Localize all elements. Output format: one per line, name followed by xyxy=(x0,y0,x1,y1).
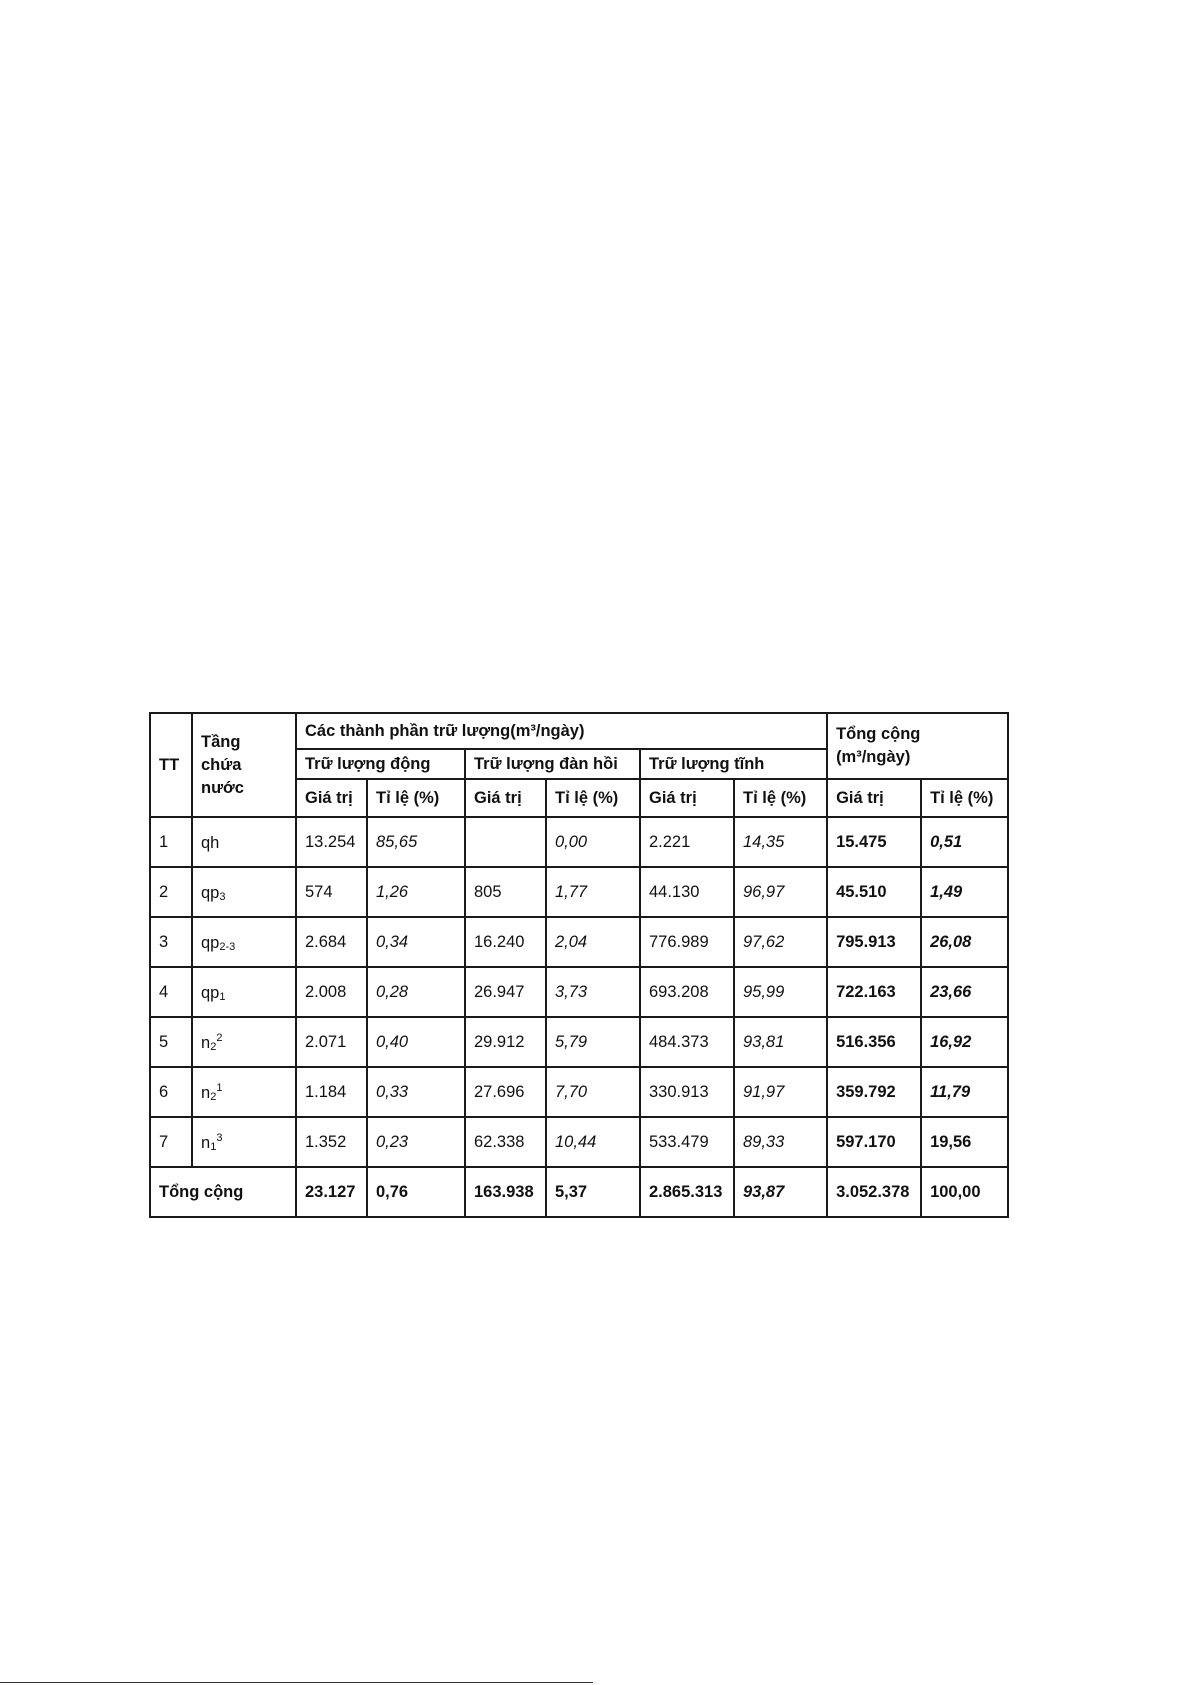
header-static: Trữ lượng tĩnh xyxy=(640,749,827,779)
layer-base: qh xyxy=(201,833,220,852)
cell-total-ratio: 19,56 xyxy=(921,1117,1008,1167)
cell-static-value: 484.373 xyxy=(640,1017,734,1067)
cell-layer xyxy=(192,1117,296,1167)
header-layer-line-3: nước xyxy=(201,778,244,797)
header-row-1 xyxy=(150,713,1008,749)
cell-total-ratio: 1,49 xyxy=(921,867,1008,917)
header-static-value: Giá trị xyxy=(640,779,734,817)
cell-tt: 1 xyxy=(150,817,192,867)
layer-sup: 1 xyxy=(216,1081,223,1094)
layer-sub: 1 xyxy=(219,990,226,1003)
cell-static-ratio: 96,97 xyxy=(734,867,827,917)
total-total-value: 3.052.378 xyxy=(827,1167,921,1217)
cell-elastic-ratio: 1,77 xyxy=(546,867,640,917)
cell-static-value: 44.130 xyxy=(640,867,734,917)
header-components: Các thành phần trữ lượng(m³/ngày) xyxy=(296,713,827,749)
total-elastic-value: 163.938 xyxy=(465,1167,546,1217)
cell-static-ratio: 93,81 xyxy=(734,1017,827,1067)
total-total-ratio: 100,00 xyxy=(921,1167,1008,1217)
cell-dynamic-value: 13.254 xyxy=(296,817,367,867)
cell-dynamic-ratio: 0,33 xyxy=(367,1067,465,1117)
header-elastic: Trữ lượng đàn hồi xyxy=(465,749,640,779)
cell-total-ratio: 16,92 xyxy=(921,1017,1008,1067)
cell-tt: 6 xyxy=(150,1067,192,1117)
cell-dynamic-ratio: 1,26 xyxy=(367,867,465,917)
table-row xyxy=(150,917,1008,967)
table-row xyxy=(150,967,1008,1017)
total-label: Tổng cộng xyxy=(150,1167,296,1217)
layer-base: qp xyxy=(201,933,220,952)
cell-dynamic-ratio: 85,65 xyxy=(367,817,465,867)
cell-dynamic-value: 1.352 xyxy=(296,1117,367,1167)
table-row xyxy=(150,1117,1008,1167)
cell-static-value: 533.479 xyxy=(640,1117,734,1167)
cell-layer xyxy=(192,1067,296,1117)
cell-total-value: 45.510 xyxy=(827,867,921,917)
total-elastic-ratio: 5,37 xyxy=(546,1167,640,1217)
cell-tt: 5 xyxy=(150,1017,192,1067)
cell-static-ratio: 97,62 xyxy=(734,917,827,967)
cell-layer xyxy=(192,1017,296,1067)
cell-elastic-ratio: 7,70 xyxy=(546,1067,640,1117)
cell-static-value: 330.913 xyxy=(640,1067,734,1117)
header-dynamic: Trữ lượng động xyxy=(296,749,465,779)
cell-elastic-value: 16.240 xyxy=(465,917,546,967)
cell-total-value: 795.913 xyxy=(827,917,921,967)
reserves-table-container xyxy=(149,712,1007,1218)
cell-elastic-value: 29.912 xyxy=(465,1017,546,1067)
header-total-line-2: (m³/ngày) xyxy=(836,748,911,766)
layer-sub: 2 xyxy=(210,1040,217,1053)
layer-base: n xyxy=(201,1083,211,1102)
cell-elastic-value: 805 xyxy=(465,867,546,917)
layer-sup: 2 xyxy=(216,1031,223,1044)
cell-layer xyxy=(192,917,296,967)
header-elastic-value: Giá trị xyxy=(465,779,546,817)
table-row xyxy=(150,1067,1008,1117)
layer-base: qp xyxy=(201,983,220,1002)
header-dynamic-ratio: Tỉ lệ (%) xyxy=(367,779,465,817)
cell-elastic-value: 62.338 xyxy=(465,1117,546,1167)
cell-tt: 7 xyxy=(150,1117,192,1167)
header-total-line-1: Tổng cộng xyxy=(836,725,921,743)
cell-total-value: 516.356 xyxy=(827,1017,921,1067)
layer-sub: 2 xyxy=(210,1090,217,1103)
header-elastic-ratio: Tỉ lệ (%) xyxy=(546,779,640,817)
cell-dynamic-ratio: 0,23 xyxy=(367,1117,465,1167)
layer-sub: 2-3 xyxy=(219,940,236,953)
header-total-value: Giá trị xyxy=(827,779,921,817)
cell-total-ratio: 23,66 xyxy=(921,967,1008,1017)
layer-base: n xyxy=(201,1033,211,1052)
layer-base: qp xyxy=(201,883,220,902)
header-tt: TT xyxy=(150,713,192,817)
cell-elastic-value: 26.947 xyxy=(465,967,546,1017)
cell-elastic-ratio: 10,44 xyxy=(546,1117,640,1167)
reserves-table xyxy=(149,712,1009,1218)
cell-total-ratio: 0,51 xyxy=(921,817,1008,867)
cell-dynamic-ratio: 0,40 xyxy=(367,1017,465,1067)
cell-static-ratio: 14,35 xyxy=(734,817,827,867)
cell-tt: 3 xyxy=(150,917,192,967)
layer-sub: 1 xyxy=(210,1140,217,1153)
cell-layer xyxy=(192,967,296,1017)
header-total xyxy=(827,713,1008,779)
cell-dynamic-value: 574 xyxy=(296,867,367,917)
header-dynamic-value: Giá trị xyxy=(296,779,367,817)
cell-static-ratio: 95,99 xyxy=(734,967,827,1017)
cell-static-value: 693.208 xyxy=(640,967,734,1017)
cell-layer xyxy=(192,817,296,867)
table-row xyxy=(150,867,1008,917)
cell-elastic-ratio: 2,04 xyxy=(546,917,640,967)
header-static-ratio: Tỉ lệ (%) xyxy=(734,779,827,817)
layer-sup: 3 xyxy=(216,1131,223,1144)
header-layer-line-2: chứa xyxy=(201,755,242,774)
cell-static-value: 776.989 xyxy=(640,917,734,967)
cell-layer xyxy=(192,867,296,917)
cell-dynamic-value: 2.684 xyxy=(296,917,367,967)
header-layer-line-1: Tầng xyxy=(201,732,241,751)
cell-elastic-ratio: 3,73 xyxy=(546,967,640,1017)
table-row xyxy=(150,1017,1008,1067)
layer-sub: 3 xyxy=(219,890,226,903)
cell-static-value: 2.221 xyxy=(640,817,734,867)
cell-dynamic-ratio: 0,34 xyxy=(367,917,465,967)
total-dynamic-value: 23.127 xyxy=(296,1167,367,1217)
cell-total-value: 359.792 xyxy=(827,1067,921,1117)
total-static-value: 2.865.313 xyxy=(640,1167,734,1217)
header-total-ratio: Tỉ lệ (%) xyxy=(921,779,1008,817)
cell-total-ratio: 26,08 xyxy=(921,917,1008,967)
cell-elastic-ratio: 5,79 xyxy=(546,1017,640,1067)
cell-elastic-value: 27.696 xyxy=(465,1067,546,1117)
total-row xyxy=(150,1167,1008,1217)
cell-static-ratio: 89,33 xyxy=(734,1117,827,1167)
cell-total-ratio: 11,79 xyxy=(921,1067,1008,1117)
cell-total-value: 722.163 xyxy=(827,967,921,1017)
footnote-separator xyxy=(0,1682,593,1683)
cell-elastic-value xyxy=(465,817,546,867)
cell-total-value: 597.170 xyxy=(827,1117,921,1167)
table-row xyxy=(150,817,1008,867)
cell-tt: 4 xyxy=(150,967,192,1017)
cell-elastic-ratio: 0,00 xyxy=(546,817,640,867)
total-dynamic-ratio: 0,76 xyxy=(367,1167,465,1217)
cell-dynamic-value: 2.071 xyxy=(296,1017,367,1067)
header-layer xyxy=(192,713,296,817)
cell-dynamic-value: 2.008 xyxy=(296,967,367,1017)
cell-static-ratio: 91,97 xyxy=(734,1067,827,1117)
cell-dynamic-value: 1.184 xyxy=(296,1067,367,1117)
layer-base: n xyxy=(201,1133,211,1152)
cell-tt: 2 xyxy=(150,867,192,917)
cell-dynamic-ratio: 0,28 xyxy=(367,967,465,1017)
cell-total-value: 15.475 xyxy=(827,817,921,867)
total-static-ratio: 93,87 xyxy=(734,1167,827,1217)
